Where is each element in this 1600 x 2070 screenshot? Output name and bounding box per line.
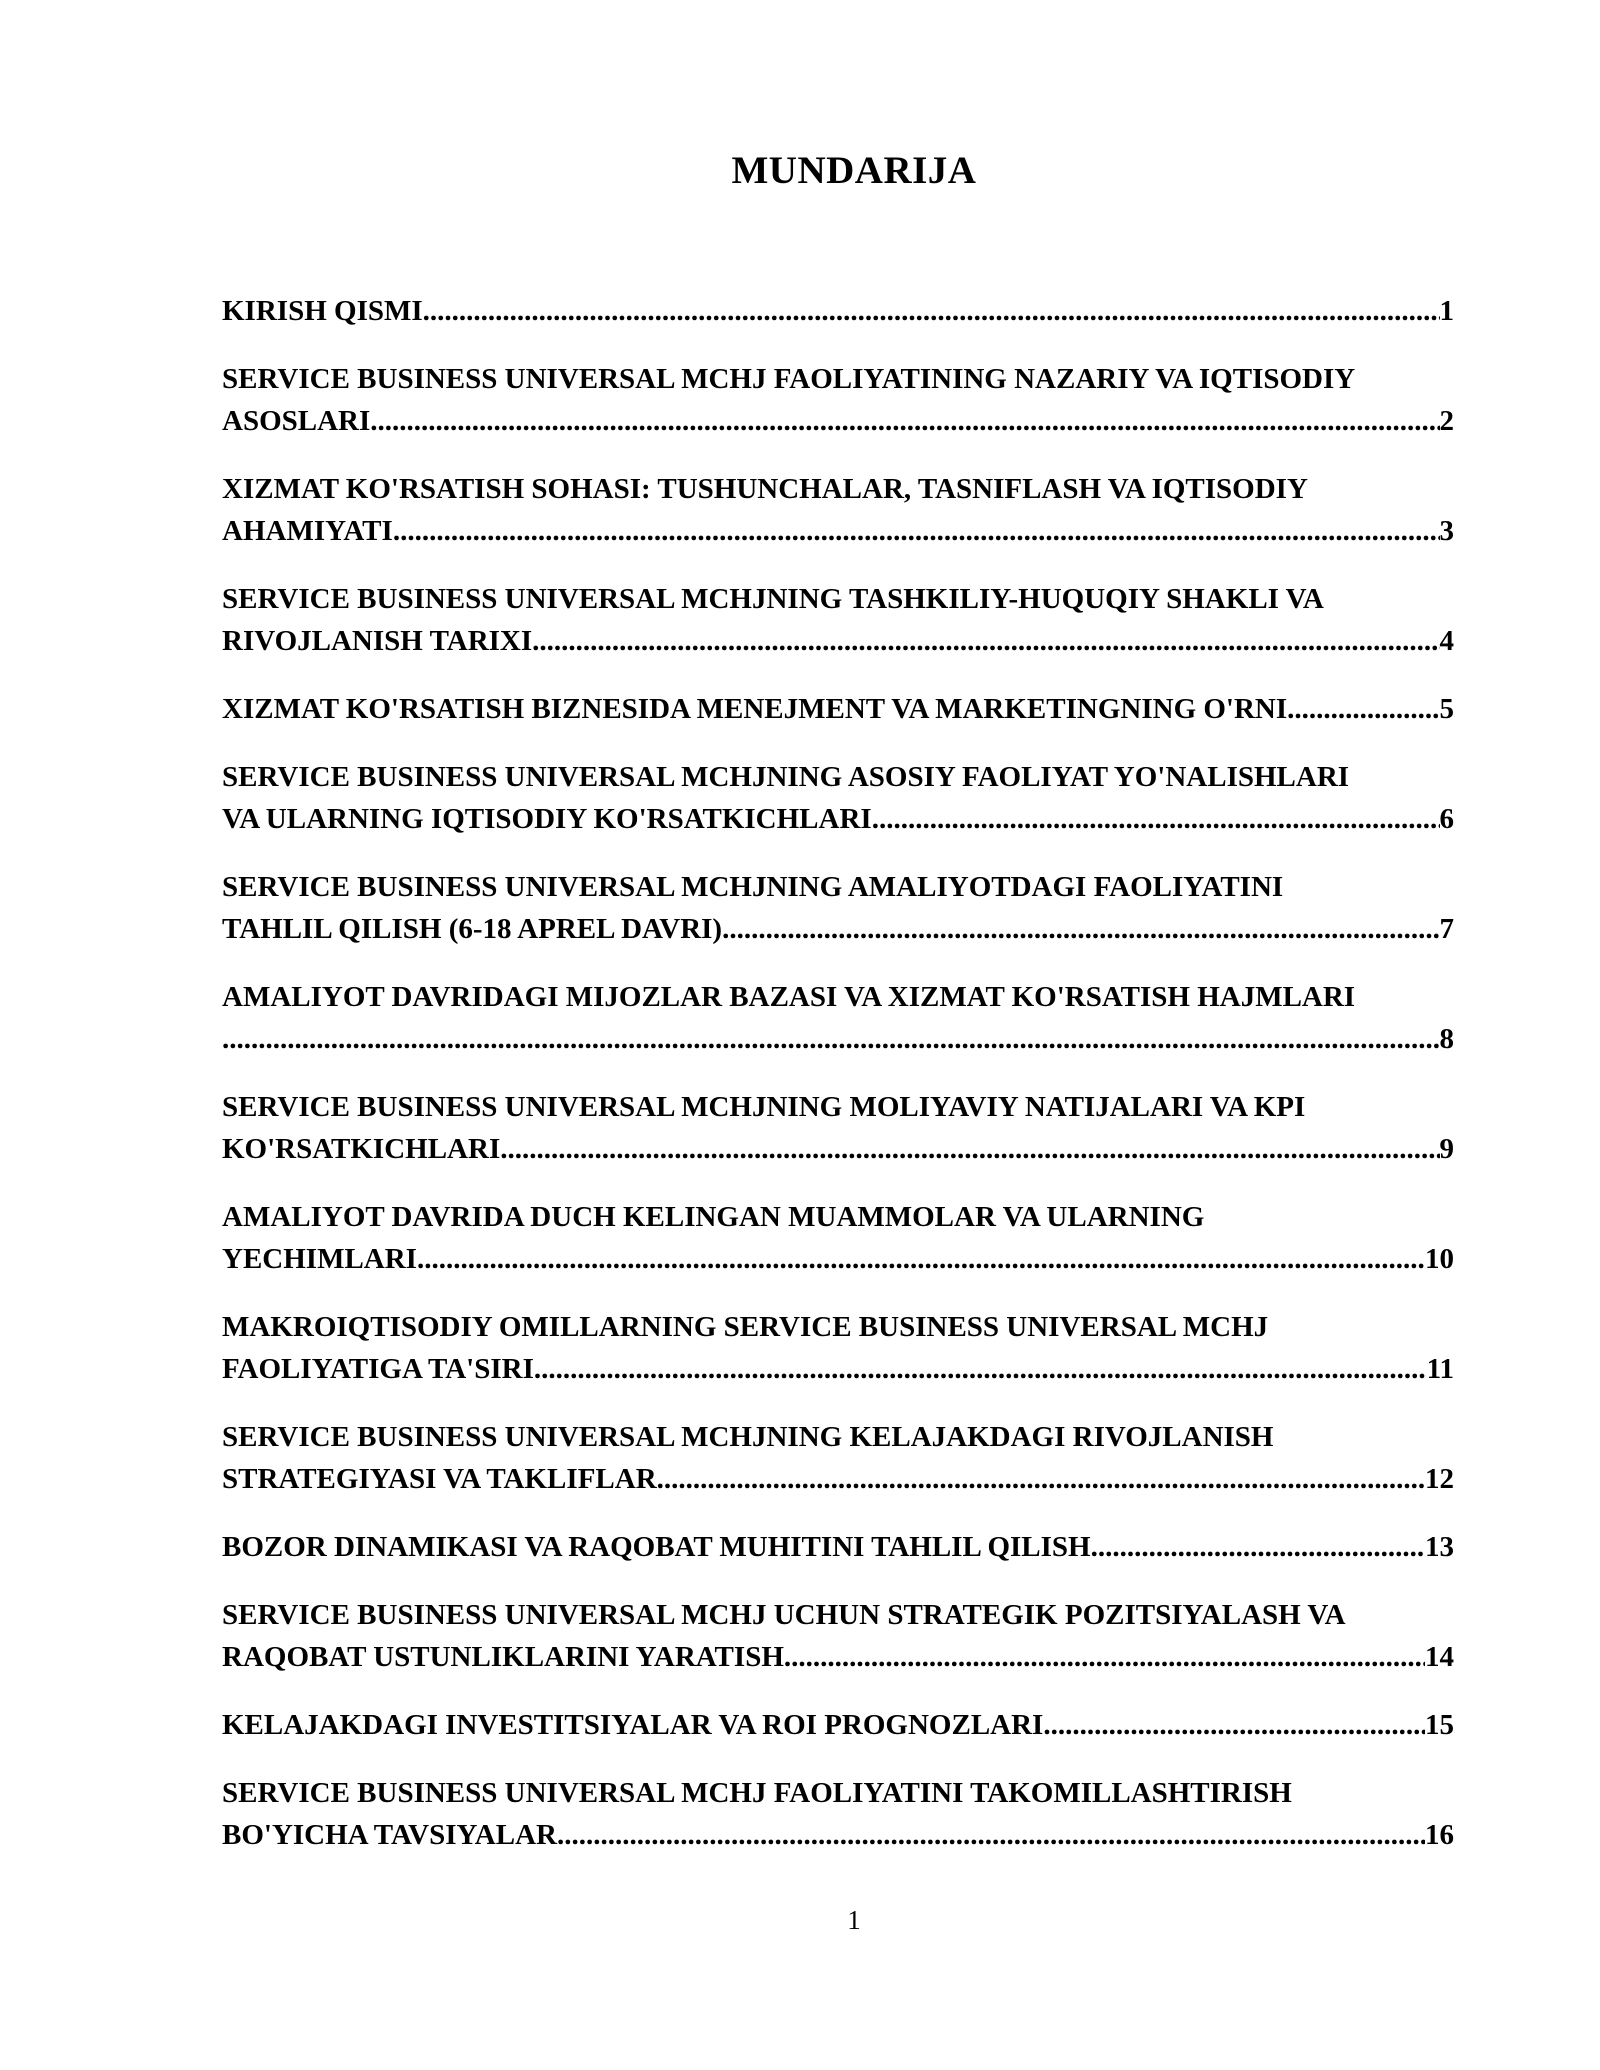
toc-entry[interactable] [222,1306,1454,1390]
toc-entry-page-number: 5 [1439,693,1454,725]
page-number: 1 [847,1905,861,1935]
dot-leader [557,1814,1425,1856]
toc-entry-leader-line [222,1704,1454,1746]
dot-leader [784,1636,1425,1678]
toc-entry[interactable] [222,976,1454,1060]
toc-entry-title: AHAMIYATI [222,515,393,547]
toc-entry[interactable] [222,1196,1454,1280]
toc-entry[interactable] [222,1526,1454,1568]
toc-entry-page-number: 2 [1439,405,1454,437]
toc-entry-leader-line [222,798,1454,840]
toc-entry[interactable] [222,1086,1454,1170]
toc-entry-leader-line [222,688,1454,730]
dot-leader [500,1128,1439,1170]
toc-entry-leader-line [222,1814,1454,1856]
toc-entry-title-line: SERVICE BUSINESS UNIVERSAL MCHJ FAOLIYATINI TAKOMILLASHTIRISH [222,1777,1292,1809]
toc-entry[interactable] [222,1704,1454,1746]
toc-entry-title: ASOSLARI [222,405,371,437]
toc-entry-title-line: SERVICE BUSINESS UNIVERSAL MCHJNING KELAJAKDAGI RIVOJLANISH [222,1421,1274,1453]
toc-entry[interactable] [222,866,1454,950]
toc-entry-leader-line [222,1238,1454,1280]
toc-entry-title: XIZMAT KO'RSATISH BIZNESIDA MENEJMENT VA MARKETINGNING O'RNI [222,693,1288,725]
toc-entry-title-line: AMALIYOT DAVRIDA DUCH KELINGAN MUAMMOLAR VA ULARNING [222,1201,1205,1233]
toc-entry-page-number: 14 [1425,1641,1454,1673]
toc-entry-title: KIRISH QISMI [222,295,423,327]
dot-leader [532,620,1439,662]
toc-entry-title: FAOLIYATIGA TA'SIRI [222,1353,534,1385]
toc-entry-title-line: MAKROIQTISODIY OMILLARNING SERVICE BUSINESS UNIVERSAL MCHJ [222,1311,1269,1343]
toc-entry-leader-line [222,290,1454,332]
toc-entry-page-number: 8 [1439,1023,1454,1055]
toc-entry-title: YECHIMLARI [222,1243,417,1275]
toc-entry-title: RAQOBAT USTUNLIKLARINI YARATISH [222,1641,784,1673]
toc-entry[interactable] [222,1416,1454,1500]
toc-entry-page-number: 15 [1425,1709,1454,1741]
toc-entry-title-line: SERVICE BUSINESS UNIVERSAL MCHJNING AMALIYOTDAGI FAOLIYATINI [222,871,1284,903]
toc-entry-title-line: AMALIYOT DAVRIDAGI MIJOZLAR BAZASI VA XIZMAT KO'RSATISH HAJMLARI [222,981,1356,1013]
toc-entry-leader-line [222,1636,1454,1678]
toc-entry[interactable] [222,756,1454,840]
dot-leader [534,1348,1427,1390]
toc-entry-title-line: XIZMAT KO'RSATISH SOHASI: TUSHUNCHALAR, TASNIFLASH VA IQTISODIY [222,473,1308,505]
table-of-contents [222,290,1454,1882]
toc-entry-title: VA ULARNING IQTISODIY KO'RSATKICHLARI [222,803,872,835]
dot-leader [423,290,1440,332]
toc-entry-leader-line [222,1458,1454,1500]
toc-entry-leader-line [222,1348,1454,1390]
toc-entry[interactable] [222,1772,1454,1856]
dot-leader [1287,688,1439,730]
toc-entry-title: KELAJAKDAGI INVESTITSIYALAR VA ROI PROGNOZLARI [222,1709,1044,1741]
toc-entry-leader-line [222,1128,1454,1170]
toc-entry-page-number: 6 [1439,803,1454,835]
dot-leader [657,1458,1425,1500]
toc-entry[interactable] [222,688,1454,730]
toc-entry-title-line: SERVICE BUSINESS UNIVERSAL MCHJNING TASHKILIY-HUQUQIY SHAKLI VA [222,583,1324,615]
dot-leader [872,798,1440,840]
page-title: MUNDARIJA [731,149,977,192]
toc-entry[interactable] [222,1594,1454,1678]
dot-leader [1043,1704,1425,1746]
toc-entry-leader-line [222,620,1454,662]
toc-entry[interactable] [222,578,1454,662]
toc-entry-leader-line [222,908,1454,950]
toc-entry-title-line: SERVICE BUSINESS UNIVERSAL MCHJ UCHUN STRATEGIK POZITSIYALASH VA [222,1599,1346,1631]
dot-leader [722,908,1439,950]
toc-entry-page-number: 9 [1439,1133,1454,1165]
toc-entry-leader-line [222,1526,1454,1568]
toc-entry-title: KO'RSATKICHLARI [222,1133,501,1165]
toc-entry-page-number: 16 [1425,1819,1454,1851]
toc-entry-page-number: 12 [1425,1463,1454,1495]
toc-entry-title: RIVOJLANISH TARIXI [222,625,533,657]
toc-entry-title-line: SERVICE BUSINESS UNIVERSAL MCHJ FAOLIYATINING NAZARIY VA IQTISODIY [222,363,1356,395]
dot-leader [417,1238,1425,1280]
dot-leader [1091,1526,1425,1568]
toc-entry-page-number: 1 [1439,295,1454,327]
toc-entry-title: BO'YICHA TAVSIYALAR [222,1819,557,1851]
toc-entry[interactable] [222,468,1454,552]
toc-entry-page-number: 3 [1439,515,1454,547]
toc-entry-leader-line [222,510,1454,552]
dot-leader [222,1018,1440,1060]
toc-entry-leader-line [222,1018,1454,1060]
toc-entry-title: TAHLIL QILISH (6-18 APREL DAVRI) [222,913,723,945]
toc-entry-title-line: SERVICE BUSINESS UNIVERSAL MCHJNING MOLIYAVIY NATIJALARI VA KPI [222,1091,1306,1123]
toc-entry-page-number: 11 [1426,1353,1454,1385]
toc-entry-page-number: 13 [1425,1531,1454,1563]
toc-entry[interactable] [222,290,1454,332]
toc-entry-page-number: 7 [1439,913,1454,945]
toc-entry-page-number: 10 [1425,1243,1454,1275]
toc-entry-title: STRATEGIYASI VA TAKLIFLAR [222,1463,657,1495]
toc-entry-title: BOZOR DINAMIKASI VA RAQOBAT MUHITINI TAHLIL QILISH [222,1531,1091,1563]
toc-entry[interactable] [222,358,1454,442]
toc-entry-page-number: 4 [1439,625,1454,657]
dot-leader [393,510,1440,552]
toc-entry-leader-line [222,400,1454,442]
dot-leader [370,400,1439,442]
toc-entry-title-line: SERVICE BUSINESS UNIVERSAL MCHJNING ASOSIY FAOLIYAT YO'NALISHLARI [222,761,1350,793]
